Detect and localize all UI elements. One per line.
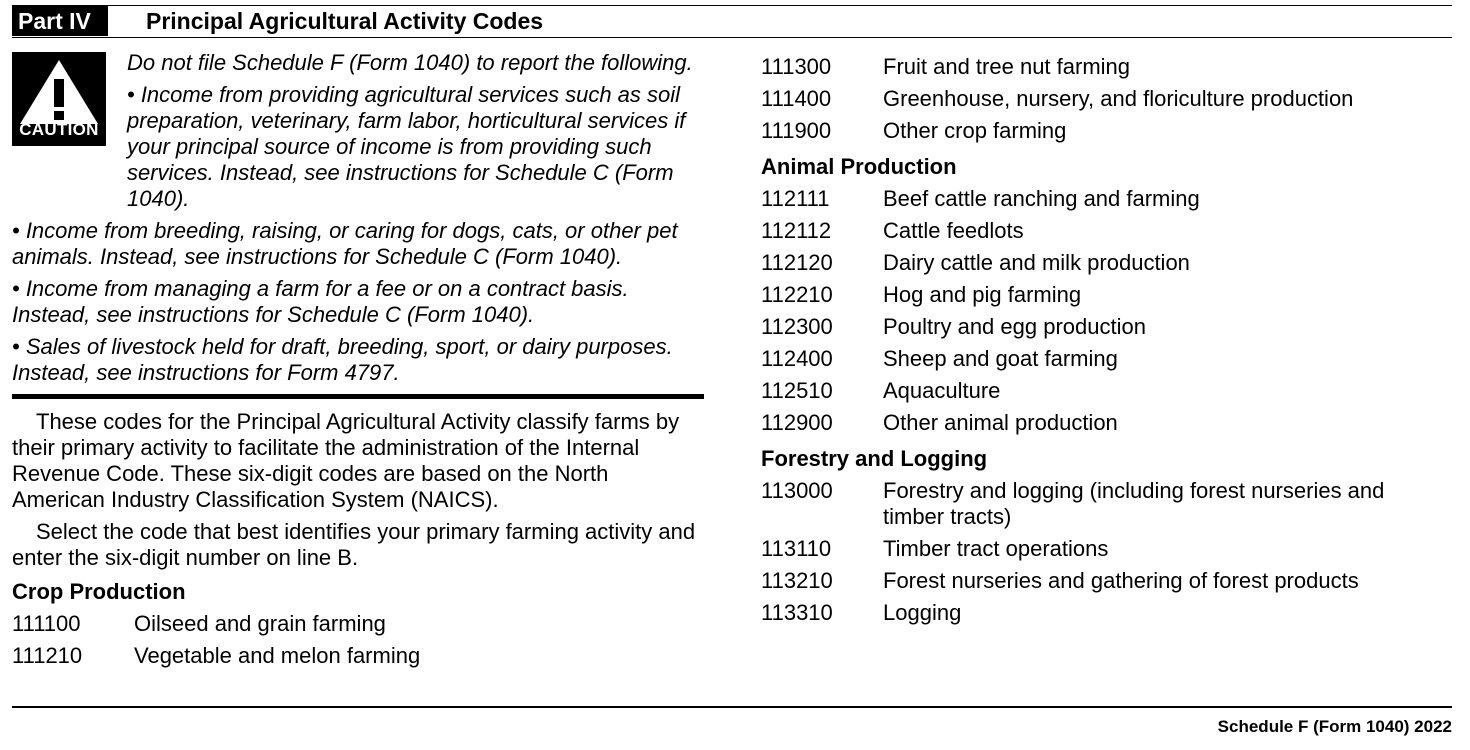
section-heading-crop: Crop Production (12, 579, 186, 604)
activity-description: Forest nurseries and gathering of forest products (883, 568, 1359, 593)
activity-code: 111210 (12, 643, 83, 668)
code-row (761, 218, 1451, 244)
code-row (761, 118, 1451, 144)
code-row (761, 314, 1451, 340)
code-row (761, 54, 1451, 80)
caution-icon (12, 52, 106, 146)
code-row (12, 611, 704, 637)
activity-code: 112120 (761, 250, 833, 275)
code-row (761, 478, 1451, 530)
activity-description: Logging (883, 600, 962, 625)
activity-code: 113000 (761, 478, 833, 503)
caution-label: CAUTION (19, 120, 99, 139)
code-row (761, 410, 1451, 436)
part-title: Principal Agricultural Activity Codes (146, 8, 544, 34)
instruction-paragraph: Select the code that best identifies your primary farming activity and enter the six-digit number on line B. (12, 519, 696, 570)
section-heading-animal: Animal Production (761, 154, 957, 179)
footer-divider (12, 706, 1452, 708)
activity-description: Fruit and tree nut farming (883, 54, 1131, 79)
part-label: Part IV (12, 6, 108, 36)
code-row (761, 568, 1451, 594)
activity-description: Timber tract operations (883, 536, 1109, 561)
code-row (761, 186, 1451, 212)
activity-description: Hog and pig farming (883, 282, 1082, 307)
activity-description: Oilseed and grain farming (134, 611, 386, 636)
left-column (12, 50, 704, 669)
caution-notice (12, 50, 704, 386)
activity-description: Aquaculture (883, 378, 1001, 403)
section-heading-forestry: Forestry and Logging (761, 446, 988, 471)
part-header (12, 5, 1452, 38)
activity-code: 112510 (761, 378, 833, 403)
activity-code: 112400 (761, 346, 833, 371)
activity-description: Beef cattle ranching and farming (883, 186, 1200, 211)
activity-description: Dairy cattle and milk production (883, 250, 1190, 275)
code-row (12, 643, 704, 669)
form-footer: Schedule F (Form 1040) 2022 (1217, 717, 1452, 736)
activity-code: 112300 (761, 314, 833, 339)
caution-bullet: • Income from providing agricultural services such as soil preparation, veterinary, farm labor, horticultural services if your principal source of income is from providing such services. Instead, see instructions for Schedule C (Form 1040). (127, 82, 686, 211)
activity-code: 112900 (761, 410, 833, 435)
activity-description: Vegetable and melon farming (134, 643, 421, 668)
activity-code: 111300 (761, 54, 832, 79)
activity-code: 111100 (12, 611, 81, 636)
activity-description: Poultry and egg production (883, 314, 1146, 339)
activity-code: 112111 (761, 186, 830, 211)
code-row (761, 346, 1451, 372)
code-row (761, 600, 1451, 626)
activity-description: Cattle feedlots (883, 218, 1024, 243)
activity-code: 112210 (761, 282, 833, 307)
activity-description: Other animal production (883, 410, 1118, 435)
caution-bullet: • Sales of livestock held for draft, breeding, sport, or dairy purposes. Instead, see instructions for Form 4797. (12, 334, 673, 385)
activity-description: Other crop farming (883, 118, 1067, 143)
section-divider (12, 394, 704, 399)
right-column (761, 54, 1451, 626)
intro-paragraph: These codes for the Principal Agricultural Activity classify farms by their primary activity to facilitate the administration of the Internal Revenue Code. These six-digit codes are based on the North American Industry Classification System (NAICS). (12, 409, 680, 512)
code-row (761, 250, 1451, 276)
caution-intro: Do not file Schedule F (Form 1040) to report the following. (127, 50, 693, 75)
code-row (761, 86, 1451, 112)
activity-code: 111900 (761, 118, 832, 143)
code-row (761, 282, 1451, 308)
activity-description: Sheep and goat farming (883, 346, 1118, 371)
activity-code: 111400 (761, 86, 832, 111)
caution-bullet: • Income from managing a farm for a fee or on a contract basis. Instead, see instructions for Schedule C (Form 1040). (12, 276, 629, 327)
activity-code: 113110 (761, 536, 832, 561)
activity-code: 112112 (761, 218, 832, 243)
code-row (761, 378, 1451, 404)
activity-code: 113210 (761, 568, 833, 593)
activity-description: Greenhouse, nursery, and floriculture production (883, 86, 1354, 111)
code-row (761, 536, 1451, 562)
caution-bullet: • Income from breeding, raising, or caring for dogs, cats, or other pet animals. Instead, see instructions for Schedule C (Form 1040). (12, 218, 678, 269)
activity-code: 113310 (761, 600, 833, 625)
activity-description: Forestry and logging (including forest nurseries and timber tracts) (883, 478, 1385, 529)
